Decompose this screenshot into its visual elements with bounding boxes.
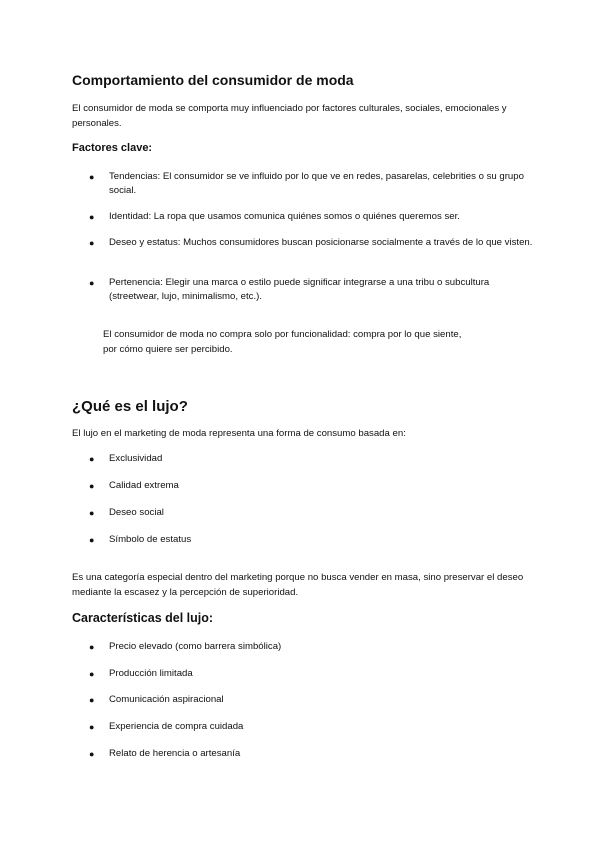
list-item-text: Precio elevado (como barrera simbólica) bbox=[109, 641, 282, 652]
list-item-text: Relato de herencia o artesanía bbox=[109, 748, 241, 759]
list-item-text: Identidad: La ropa que usamos comunica quiénes somos o quiénes queremos ser. bbox=[109, 211, 460, 222]
section-title-caracteristicas: Características del lujo: bbox=[72, 611, 214, 625]
list-item-text: Experiencia de compra cuidada bbox=[109, 721, 244, 732]
list-item bbox=[72, 452, 542, 479]
list-item-text: Pertenencia: Elegir una marca o estilo puede significar integrarse a una tribu o subcultura (streetwear, lujo, minimalismo, etc.). bbox=[109, 277, 490, 302]
bullet-icon: ● bbox=[89, 278, 95, 288]
bullet-icon: ● bbox=[89, 642, 95, 652]
list-item bbox=[72, 640, 542, 667]
list-item-text: Producción limitada bbox=[109, 668, 193, 679]
factores-list bbox=[72, 170, 542, 316]
list-item bbox=[72, 747, 542, 774]
list-item bbox=[72, 236, 542, 276]
bullet-icon: ● bbox=[89, 535, 95, 545]
list-item-text: Deseo social bbox=[109, 507, 164, 518]
list-item bbox=[72, 506, 542, 533]
list-item bbox=[72, 210, 542, 236]
list-item bbox=[72, 720, 542, 747]
section-title-comportamiento: Comportamiento del consumidor de moda bbox=[72, 72, 354, 88]
caracteristicas-list bbox=[72, 640, 542, 774]
bullet-icon: ● bbox=[89, 669, 95, 679]
list-item bbox=[72, 276, 542, 316]
lujo-list bbox=[72, 452, 542, 560]
list-item-text: Tendencias: El consumidor se ve influido por lo que ve en redes, pasarelas, celebrities o su grupo social. bbox=[109, 171, 524, 196]
bullet-icon: ● bbox=[89, 238, 95, 248]
section-intro-lujo: El lujo en el marketing de moda representa una forma de consumo basada en: bbox=[72, 428, 406, 439]
list-item bbox=[72, 170, 542, 210]
bullet-icon: ● bbox=[89, 722, 95, 732]
lujo-closing-paragraph: Es una categoría especial dentro del marketing porque no busca vender en masa, sino preservar el deseo mediante la escasez y la percepción de superioridad. bbox=[72, 572, 524, 598]
list-item-text: Calidad extrema bbox=[109, 480, 179, 491]
list-item-text: Exclusividad bbox=[109, 453, 163, 464]
section-title-lujo: ¿Qué es el lujo? bbox=[72, 398, 188, 415]
list-item bbox=[72, 533, 542, 560]
bullet-icon: ● bbox=[89, 695, 95, 705]
subtitle-factores-clave: Factores clave: bbox=[72, 142, 153, 154]
list-item bbox=[72, 667, 542, 693]
bullet-icon: ● bbox=[89, 212, 95, 222]
list-item bbox=[72, 479, 542, 506]
bullet-icon: ● bbox=[89, 508, 95, 518]
quote-line-1: El consumidor de moda no compra solo por funcionalidad: compra por lo que siente, bbox=[103, 329, 462, 340]
bullet-icon: ● bbox=[89, 172, 95, 182]
section-intro-comportamiento: El consumidor de moda se comporta muy influenciado por factores culturales, sociales, emocionales y personales. bbox=[72, 103, 507, 129]
quote-line-2: por cómo quiere ser percibido. bbox=[103, 344, 233, 355]
bullet-icon: ● bbox=[89, 454, 95, 464]
list-item-text: Comunicación aspiracional bbox=[109, 694, 224, 705]
bullet-icon: ● bbox=[89, 481, 95, 491]
bullet-icon: ● bbox=[89, 749, 95, 759]
list-item-text: Símbolo de estatus bbox=[109, 534, 192, 545]
list-item bbox=[72, 693, 542, 720]
list-item-text: Deseo y estatus: Muchos consumidores buscan posicionarse socialmente a través de lo que visten. bbox=[109, 237, 533, 248]
